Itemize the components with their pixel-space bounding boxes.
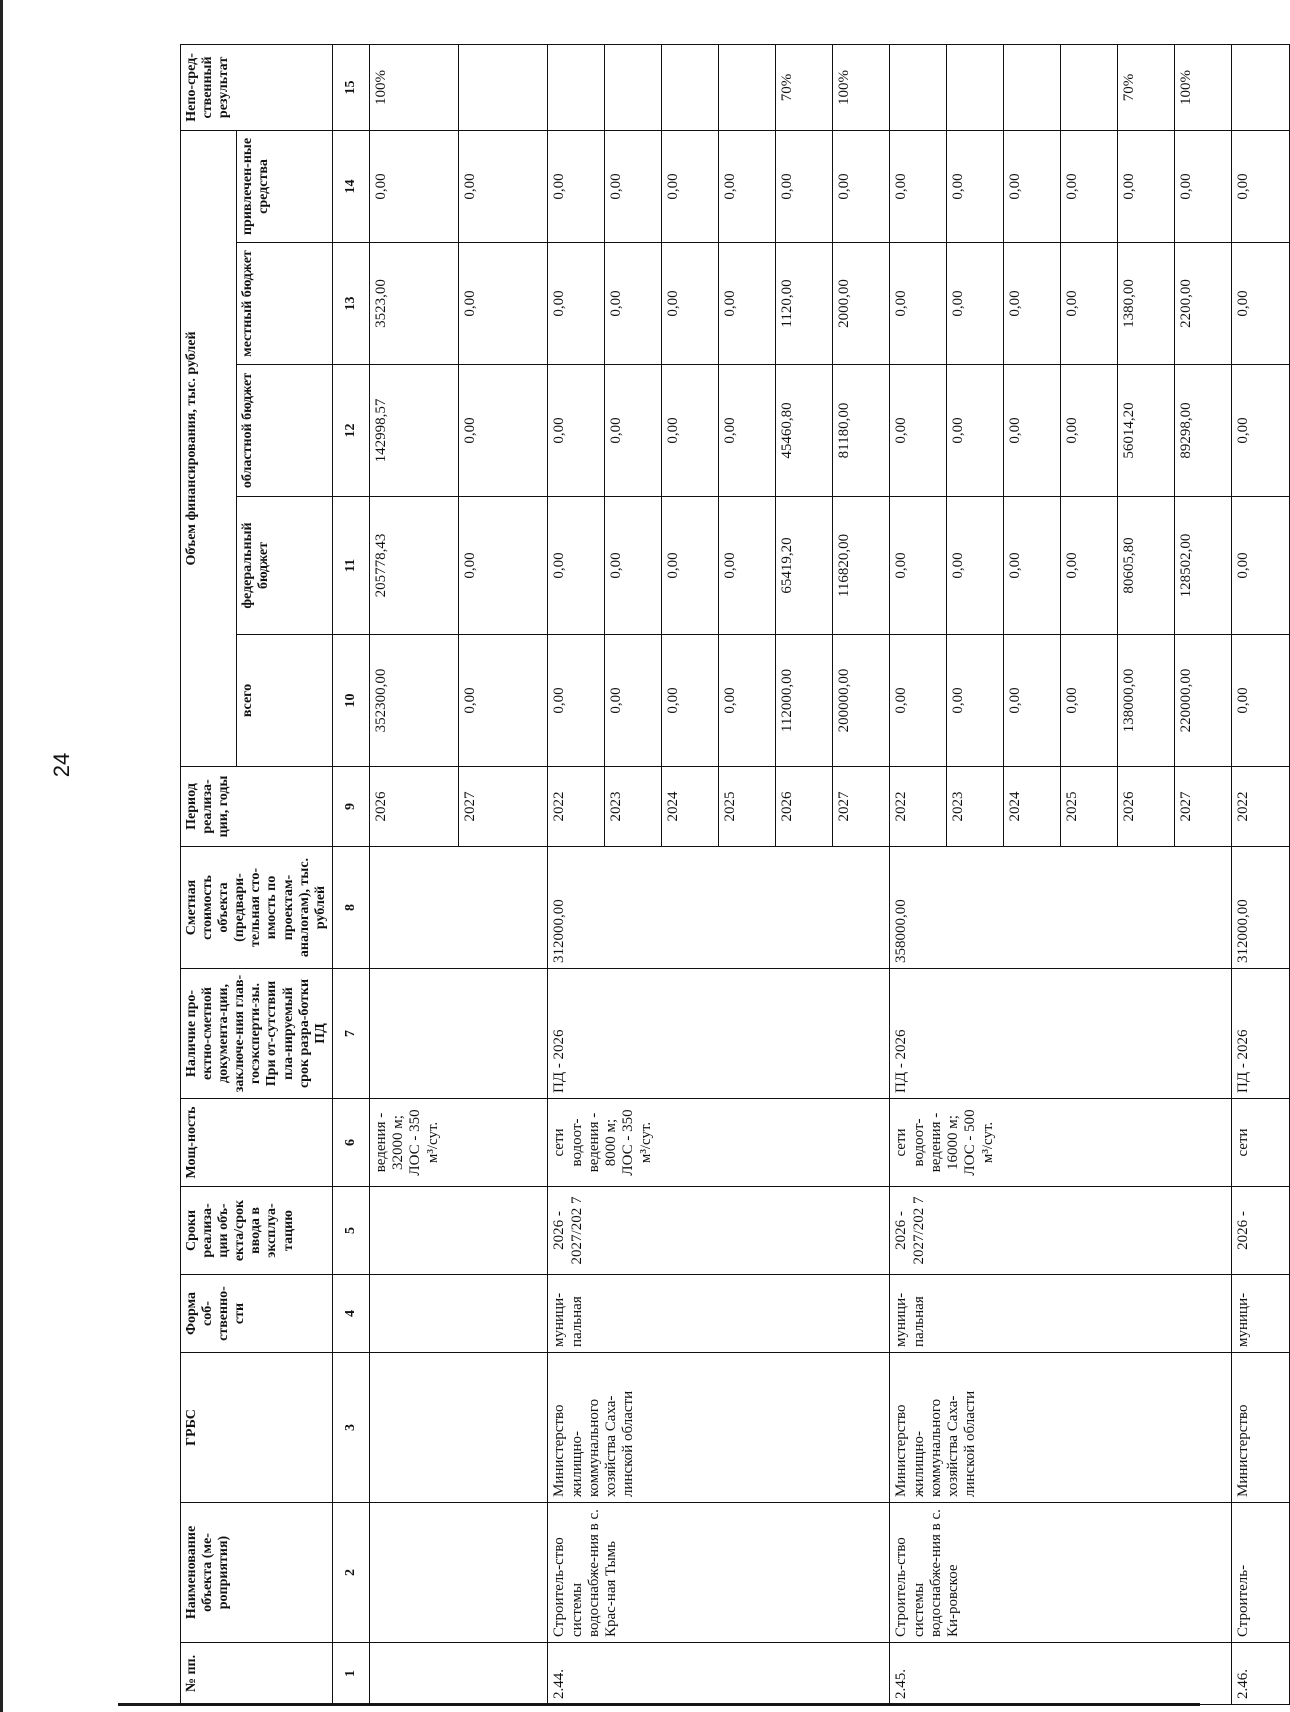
cell-federal: 65419,20 xyxy=(776,497,833,635)
header-design-docs: Наличие про-ектно-сметной документа-ции, заключе-ния глав-госэксперти-зы. При от-сутствии пла-нируемый срок разра-ботки ПД xyxy=(181,969,333,1099)
cell-total: 220000,00 xyxy=(1175,635,1232,767)
cell-terms xyxy=(369,1187,548,1275)
cell-cost: 358000,00 xyxy=(890,847,1232,969)
header-row-1 xyxy=(181,44,237,1704)
cell-result xyxy=(662,44,719,130)
column-number: 12 xyxy=(332,365,369,497)
cell-design-docs: ПД - 2026 xyxy=(1232,969,1289,1099)
header-local: местный бюджет xyxy=(237,243,333,365)
financing-table xyxy=(180,44,1290,1705)
cell-attracted: 0,00 xyxy=(890,130,947,242)
cell-ownership: муници-пальная xyxy=(890,1275,1232,1353)
cell-federal: 0,00 xyxy=(719,497,776,635)
cell-grbs xyxy=(369,1353,548,1503)
cell-attracted: 0,00 xyxy=(776,130,833,242)
cell-capacity: сети водоот-ведения - 8000 м; ЛОС - 350 м³/сут. xyxy=(548,1099,890,1187)
header-financing: Объем финансирования, тыс. рублей xyxy=(181,130,237,766)
cell-year: 2026 xyxy=(776,767,833,847)
header-period: Период реализа-ции, годы xyxy=(181,767,333,847)
cell-total: 0,00 xyxy=(1004,635,1061,767)
cell-total: 0,00 xyxy=(1232,635,1289,767)
cell-local: 2200,00 xyxy=(1175,243,1232,365)
cell-regional: 45460,80 xyxy=(776,365,833,497)
header-num: № пп. xyxy=(181,1643,333,1705)
cell-total: 138000,00 xyxy=(1118,635,1175,767)
cell-terms: 2026 - 2027/202 7 xyxy=(548,1187,890,1275)
header-result: Непо-сред-ственный результат xyxy=(181,44,333,130)
cell-total: 0,00 xyxy=(890,635,947,767)
cell-local: 0,00 xyxy=(548,243,605,365)
cell-regional: 89298,00 xyxy=(1175,365,1232,497)
cell-name: Строитель-ство системы водоснабже-ния в с. Ки-ровское xyxy=(890,1503,1232,1643)
cell-year: 2022 xyxy=(548,767,605,847)
cell-federal: 0,00 xyxy=(548,497,605,635)
header-cost: Сметная стоимость объекта (предвари-тельная сто-имость по проектам-аналогам), тыс. рублей xyxy=(181,847,333,969)
table-row xyxy=(548,44,605,1704)
cell-local: 0,00 xyxy=(1004,243,1061,365)
cell-local: 0,00 xyxy=(890,243,947,365)
cell-attracted: 0,00 xyxy=(1004,130,1061,242)
cell-regional: 0,00 xyxy=(662,365,719,497)
cell-result xyxy=(890,44,947,130)
cell-result xyxy=(459,44,548,130)
table-row xyxy=(890,44,947,1704)
cell-design-docs: ПД - 2026 xyxy=(890,969,1232,1099)
column-number-row xyxy=(332,44,369,1704)
cell-result xyxy=(719,44,776,130)
cell-capacity: сети водоот-ведения - 16000 м; ЛОС - 500 м³/сут. xyxy=(890,1099,1232,1187)
cell-regional: 0,00 xyxy=(1061,365,1118,497)
cell-num: 2.46. xyxy=(1232,1643,1289,1705)
cell-result xyxy=(1061,44,1118,130)
header-ownership: Форма соб-ственно-сти xyxy=(181,1275,333,1353)
cell-result xyxy=(947,44,1004,130)
cell-year: 2023 xyxy=(947,767,1004,847)
cell-local: 0,00 xyxy=(1061,243,1118,365)
cell-federal: 0,00 xyxy=(947,497,1004,635)
column-number: 6 xyxy=(332,1099,369,1187)
column-number: 15 xyxy=(332,44,369,130)
cell-total: 352300,00 xyxy=(369,635,458,767)
column-number: 14 xyxy=(332,130,369,242)
header-total: всего xyxy=(237,635,333,767)
column-number: 7 xyxy=(332,969,369,1099)
cell-total: 0,00 xyxy=(459,635,548,767)
cell-local: 0,00 xyxy=(1232,243,1289,365)
cell-attracted: 0,00 xyxy=(1232,130,1289,242)
cell-year: 2027 xyxy=(1175,767,1232,847)
cell-year: 2024 xyxy=(662,767,719,847)
header-federal: федеральный бюджет xyxy=(237,497,333,635)
cell-total: 0,00 xyxy=(947,635,1004,767)
cell-num: 2.45. xyxy=(890,1643,1232,1705)
cell-year: 2022 xyxy=(890,767,947,847)
cell-year: 2026 xyxy=(1118,767,1175,847)
header-attracted: привлечен-ные средства xyxy=(237,130,333,242)
cell-federal: 0,00 xyxy=(890,497,947,635)
cell-total: 200000,00 xyxy=(833,635,890,767)
cell-regional: 142998,57 xyxy=(369,365,458,497)
cell-local: 2000,00 xyxy=(833,243,890,365)
cell-local: 0,00 xyxy=(459,243,548,365)
header-terms: Сроки реализа-ции объ-екта/срок ввода в эксплуа-тацию xyxy=(181,1187,333,1275)
cell-federal: 0,00 xyxy=(605,497,662,635)
column-number: 9 xyxy=(332,767,369,847)
cell-total: 0,00 xyxy=(662,635,719,767)
cell-name: Строитель- xyxy=(1232,1503,1289,1643)
cell-result xyxy=(605,44,662,130)
cell-local: 0,00 xyxy=(605,243,662,365)
cell-attracted: 0,00 xyxy=(719,130,776,242)
cell-year: 2026 xyxy=(369,767,458,847)
cell-year: 2027 xyxy=(459,767,548,847)
cell-federal: 0,00 xyxy=(1232,497,1289,635)
cell-cost: 312000,00 xyxy=(548,847,890,969)
cell-federal: 80605,80 xyxy=(1118,497,1175,635)
cell-year: 2024 xyxy=(1004,767,1061,847)
cell-total: 112000,00 xyxy=(776,635,833,767)
cell-result: 100% xyxy=(1175,44,1232,130)
cell-federal: 116820,00 xyxy=(833,497,890,635)
cell-year: 2025 xyxy=(1061,767,1118,847)
cell-total: 0,00 xyxy=(1061,635,1118,767)
cell-federal: 0,00 xyxy=(1061,497,1118,635)
column-number: 13 xyxy=(332,243,369,365)
cell-regional: 0,00 xyxy=(890,365,947,497)
cell-design-docs xyxy=(369,969,548,1099)
column-number: 11 xyxy=(332,497,369,635)
cell-regional: 56014,20 xyxy=(1118,365,1175,497)
cell-result xyxy=(1232,44,1289,130)
cell-num: 2.44. xyxy=(548,1643,890,1705)
cell-regional: 0,00 xyxy=(1004,365,1061,497)
cell-local: 0,00 xyxy=(947,243,1004,365)
header-name: Наименование объекта (ме-роприятия) xyxy=(181,1503,333,1643)
cell-attracted: 0,00 xyxy=(548,130,605,242)
cell-regional: 81180,00 xyxy=(833,365,890,497)
cell-num xyxy=(369,1643,548,1705)
cell-federal: 0,00 xyxy=(459,497,548,635)
column-number: 1 xyxy=(332,1643,369,1705)
cell-local: 0,00 xyxy=(719,243,776,365)
cell-ownership: муници- xyxy=(1232,1275,1289,1353)
cell-regional: 0,00 xyxy=(605,365,662,497)
column-number: 10 xyxy=(332,635,369,767)
cell-total: 0,00 xyxy=(548,635,605,767)
header-grbs: ГРБС xyxy=(181,1353,333,1503)
cell-capacity: сети xyxy=(1232,1099,1289,1187)
column-number: 2 xyxy=(332,1503,369,1643)
cell-attracted: 0,00 xyxy=(369,130,458,242)
cell-attracted: 0,00 xyxy=(662,130,719,242)
cell-result: 100% xyxy=(369,44,458,130)
cell-total: 0,00 xyxy=(719,635,776,767)
cell-result: 70% xyxy=(776,44,833,130)
cell-regional: 0,00 xyxy=(1232,365,1289,497)
cell-local: 3523,00 xyxy=(369,243,458,365)
cell-ownership xyxy=(369,1275,548,1353)
table-row xyxy=(1232,44,1289,1704)
cell-design-docs: ПД - 2026 xyxy=(548,969,890,1099)
cell-cost: 312000,00 xyxy=(1232,847,1289,969)
column-number: 5 xyxy=(332,1187,369,1275)
cell-grbs: Министерство xyxy=(1232,1353,1289,1503)
cell-ownership: муници-пальная xyxy=(548,1275,890,1353)
header-regional: областной бюджет xyxy=(237,365,333,497)
scan-edge xyxy=(0,0,3,1712)
cell-attracted: 0,00 xyxy=(1118,130,1175,242)
cell-attracted: 0,00 xyxy=(947,130,1004,242)
cell-attracted: 0,00 xyxy=(459,130,548,242)
cell-local: 1380,00 xyxy=(1118,243,1175,365)
cell-attracted: 0,00 xyxy=(833,130,890,242)
cell-result xyxy=(548,44,605,130)
cell-year: 2025 xyxy=(719,767,776,847)
column-number: 4 xyxy=(332,1275,369,1353)
page-number: 24 xyxy=(49,752,74,778)
financing-table-wrapper xyxy=(180,45,1252,1705)
cell-local: 1120,00 xyxy=(776,243,833,365)
cell-year: 2022 xyxy=(1232,767,1289,847)
cell-result: 100% xyxy=(833,44,890,130)
cell-result xyxy=(1004,44,1061,130)
cell-terms: 2026 - 2027/202 7 xyxy=(890,1187,1232,1275)
cell-grbs: Министерство жилищно-коммунального хозяйства Саха-линской области xyxy=(890,1353,1232,1503)
cell-attracted: 0,00 xyxy=(1061,130,1118,242)
cell-name xyxy=(369,1503,548,1643)
cell-result: 70% xyxy=(1118,44,1175,130)
column-number: 8 xyxy=(332,847,369,969)
cell-cost xyxy=(369,847,548,969)
cell-local: 0,00 xyxy=(662,243,719,365)
cell-federal: 0,00 xyxy=(1004,497,1061,635)
cell-attracted: 0,00 xyxy=(605,130,662,242)
cell-terms: 2026 - xyxy=(1232,1187,1289,1275)
cell-total: 0,00 xyxy=(605,635,662,767)
cell-federal: 0,00 xyxy=(662,497,719,635)
header-capacity: Мощ-ность xyxy=(181,1099,333,1187)
table-row xyxy=(369,44,458,1704)
cell-federal: 128502,00 xyxy=(1175,497,1232,635)
cell-year: 2027 xyxy=(833,767,890,847)
cell-regional: 0,00 xyxy=(719,365,776,497)
cell-attracted: 0,00 xyxy=(1175,130,1232,242)
cell-regional: 0,00 xyxy=(548,365,605,497)
cell-regional: 0,00 xyxy=(459,365,548,497)
cell-year: 2023 xyxy=(605,767,662,847)
cell-name: Строитель-ство системы водоснабже-ния в с. Крас-ная Тымь xyxy=(548,1503,890,1643)
cell-grbs: Министерство жилищно-коммунального хозяйства Саха-линской области xyxy=(548,1353,890,1503)
cell-federal: 205778,43 xyxy=(369,497,458,635)
cell-capacity: ведения - 32000 м; ЛОС - 350 м³/сут. xyxy=(369,1099,548,1187)
cell-regional: 0,00 xyxy=(947,365,1004,497)
column-number: 3 xyxy=(332,1353,369,1503)
